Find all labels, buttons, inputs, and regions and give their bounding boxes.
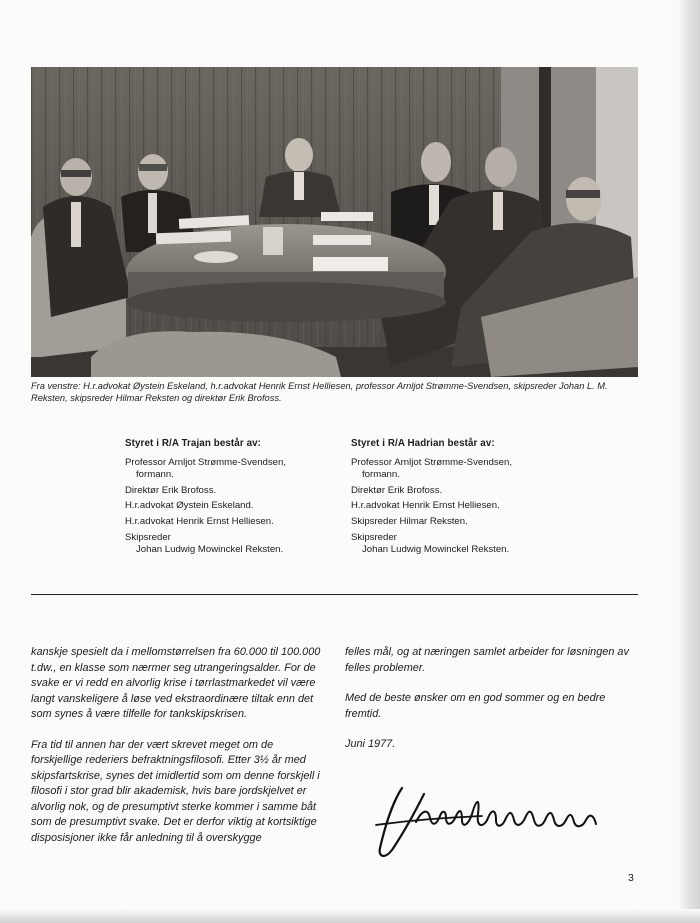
board-member: [351, 485, 571, 498]
member-line: Direktør Erik Brofoss.: [125, 484, 217, 496]
board-member: [351, 500, 571, 513]
member-line: Professor Arnljot Strømme-Svendsen,: [351, 456, 513, 468]
body-paragraph: Med de beste ønsker om en god sommer og en bedre fremtid.: [345, 692, 606, 720]
board-hadrian: [351, 438, 571, 560]
board-member: [351, 532, 571, 557]
body-paragraph: Fra tid til annen har der vært skrevet meget om de forskjellige rederiers befraktningsfilosofi. Etter 3½ år med skipsfartskrise, synes det imidlertid som om denne forskjell i filosofi i stor grad blir akademisk, hvis bare jordskjelvet er alvorlig nok, og de presumptivt sterke kommer i samme båt som de presumptivt svake. Det er derfor viktig at kortsiktige disposisjoner ikke får anledning til å overskygge: [31, 738, 320, 844]
member-line: H.r.advokat Øystein Eskeland.: [125, 500, 254, 512]
body-paragraph: felles mål, og at næringen samlet arbeider for løsningen av felles problemer.: [345, 646, 629, 674]
photo-caption: Fra venstre: H.r.advokat Øystein Eskeland, h.r.advokat Henrik Ernst Helliesen, professor Arnljot Strømme-Svendsen, skipsreder Johan L. M. Reksten, skipsreder Hilmar Reksten og direktør Erik Brofoss.: [31, 381, 608, 403]
boardroom-photo-icon: [31, 67, 638, 377]
section-divider: [31, 594, 638, 595]
page-edge-shadow: [678, 0, 700, 923]
member-line: Skipsreder Hilmar Reksten.: [351, 515, 468, 527]
board-hadrian-title: Styret i R/A Hadrian består av:: [351, 438, 495, 449]
board-member: [125, 485, 345, 498]
member-line: Direktør Erik Brofoss.: [351, 484, 443, 496]
member-line-continued: formann.: [362, 469, 400, 481]
member-line-continued: Johan Ludwig Mowinckel Reksten.: [136, 544, 284, 556]
board-member: [125, 516, 345, 529]
board-member: [125, 532, 345, 557]
boardroom-photo: [31, 67, 638, 377]
member-line: H.r.advokat Henrik Ernst Helliesen.: [351, 500, 500, 512]
body-column-left: [31, 645, 323, 861]
page-number: 3: [628, 872, 634, 884]
board-trajan-title: Styret i R/A Trajan består av:: [125, 438, 262, 449]
member-line-continued: Johan Ludwig Mowinckel Reksten.: [362, 544, 510, 556]
board-member: [351, 516, 571, 529]
member-line: Skipsreder: [125, 531, 171, 543]
member-line-continued: formann.: [136, 469, 174, 481]
signature-icon: [372, 770, 617, 865]
member-line: Skipsreder: [351, 531, 397, 543]
page-bottom-shadow: [0, 909, 700, 923]
handwritten-signature: [372, 770, 617, 865]
board-member: [125, 457, 345, 482]
member-line: Professor Arnljot Strømme-Svendsen,: [125, 456, 287, 468]
member-line: H.r.advokat Henrik Ernst Helliesen.: [125, 515, 274, 527]
body-paragraph: kanskje spesielt da i mellomstørrelsen fra 60.000 til 100.000 t.dw., en klasse som nærmer seg utrangeringsalder. For de svake er vi redd en alvorlig krise i tørrlastmarkedet vil være langt vanskeligere å løse ved ekstraordinære tiltak enn det som synes å være tilfelle for tankskipskrisen.: [31, 646, 321, 720]
body-column-right: [345, 645, 637, 768]
board-member: [125, 500, 345, 513]
date-line: Juni 1977.: [345, 738, 396, 750]
board-member: [351, 457, 571, 482]
board-trajan: [125, 438, 345, 560]
